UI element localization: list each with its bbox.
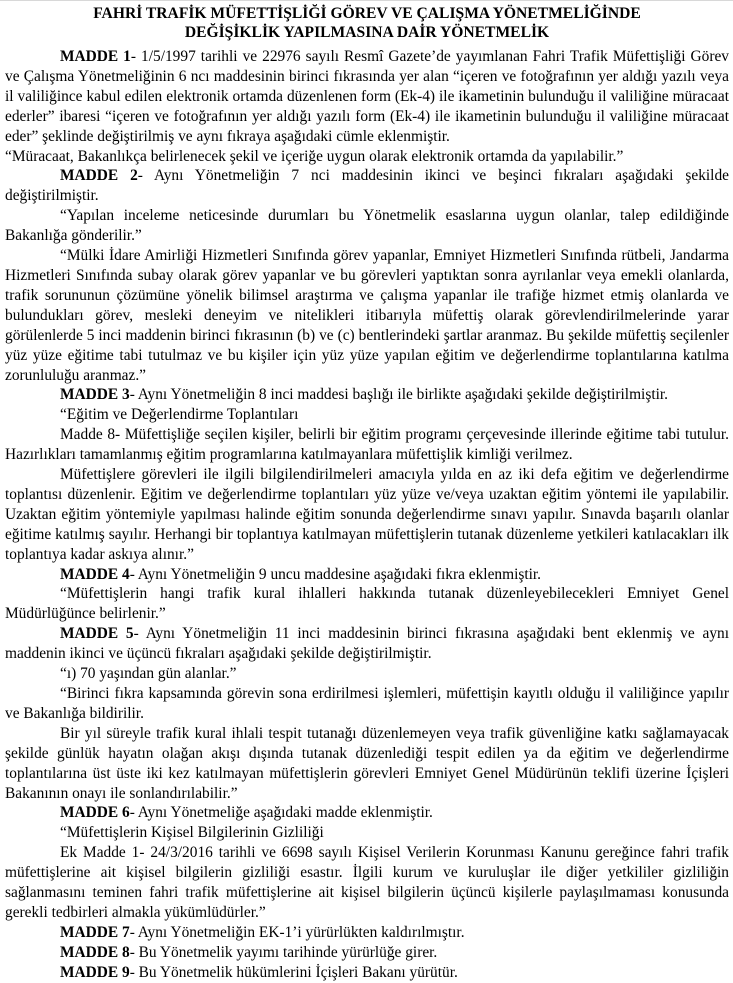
article-madde-7 xyxy=(5,923,729,943)
paragraph-text: - Aynı Yönetmeliğin 11 inci maddesinin birinci fıkrasına aşağıdaki bent eklenmiş ve aynı maddenin ikinci ve üçüncü fıkraları aşağıdaki şekilde değiştirilmiştir. xyxy=(5,625,729,663)
article-label: MADDE 4 xyxy=(60,565,130,583)
paragraph-text: - Aynı Yönetmeliğin EK-1’i yürürlükten kaldırılmıştır. xyxy=(129,923,465,941)
paragraph-text: Ek Madde 1- 24/3/2016 tarihli ve 6698 sayılı Kişisel Verilerin Korunması Kanunu gereğince fahri trafik müfettişlerine ait kişisel bilgilerin gizliliği esastır. İlgili kurum ve kuruluşlar ile diğer yetkililer gizliliğin sağlanmasını teminen fahri trafik müfettişlerine ait kişisel bilgilerin üçüncü kişilerle paylaşılmaması konusunda gerekli tedbirleri almakla yükümlüdürler.” xyxy=(5,844,729,921)
paragraph xyxy=(5,664,729,684)
article-madde-6 xyxy=(5,803,729,823)
paragraph-text: “Birinci fıkra kapsamında görevin sona erdirilmesi işlemleri, müfettişin kayıtlı olduğu il valiliğince yapılır ve Bakanlığa bildirilir. xyxy=(5,685,729,722)
paragraph-text: Müfettişlere görevleri ile ilgili bilgilendirilmeleri amacıyla yılda en az iki defa eğitim ve değerlendirme toplantısı düzenlenir. Eğitim ve değerlendirme toplantıları yüz yüze ve/veya uzaktan eğitim yöntemi ile yapılabilir. Uzaktan eğitim yöntemiyle yapılması halinde eğitim sonunda değerlendirme sınavı yapılır. Sınavda başarılı olanlar eğitime katılmış sayılır. Herhangi bir toplantıya katılmayan müfettişlerin tutanak düzenleme yetkileri katılacakları ilk toplantıya kadar askıya alınır.” xyxy=(5,466,729,563)
paragraph-text: - Aynı Yönetmeliğin 9 uncu maddesine aşağıdaki fıkra eklenmiştir. xyxy=(129,565,542,583)
paragraph xyxy=(5,843,729,923)
paragraph-text: - Bu Yönetmelik hükümlerini İçişleri Bakanı yürütür. xyxy=(129,963,458,981)
article-label: MADDE 1 xyxy=(60,48,131,65)
paragraph xyxy=(5,823,729,843)
paragraph xyxy=(5,405,729,425)
paragraph-text: “Müracaat, Bakanlıkça belirlenecek şekil ve içeriğe uygun olarak elektronik ortamda da yapılabilir.” xyxy=(5,147,624,165)
paragraph-text: “Yapılan inceleme neticesinde durumları bu Yönetmelik esaslarına uygun olanlar, talep edildiğinde Bakanlığa gönderilir.” xyxy=(5,207,729,245)
document-body xyxy=(5,47,729,983)
paragraph-text: “Mülki İdare Amirliği Hizmetleri Sınıfında görev yapanlar, Emniyet Hizmetleri Sınıfında rütbeli, Jandarma Hizmetleri Sınıfında subay olarak görev yapanlar ve bu görevleri yaptıktan sonra ayrılanlar veya emekli olanlarda, trafik sorununun çözümüne yönelik bilimsel araştırma ve çalışma yapanlar ile trafiğe hizmet etmiş olanlarda ve bulundukları görev, mesleki deneyim ve nitelikleri itibarıyla müfettiş olarak görevlendirilmelerinde yarar görülenlerde 5 inci maddenin birinci fıkrasının (b) ve (c) bentlerindeki şartlar aranmaz. Bu şekilde müfettiş seçilenler yüz yüze eğitime tabi tutulmaz ve bu kişiler için yüz yüze yapılan eğitim ve değerlendirme toplantılarına katılma zorunluluğu aranmaz.” xyxy=(5,247,729,384)
article-madde-1 xyxy=(5,47,729,147)
paragraph xyxy=(5,684,729,724)
paragraph xyxy=(5,465,729,565)
paragraph-text: “ı) 70 yaşından gün alanlar.” xyxy=(60,665,237,683)
article-madde-9 xyxy=(5,963,729,983)
paragraph-text: - Aynı Yönetmeliğe aşağıdaki madde eklenmiştir. xyxy=(129,804,433,822)
article-label: MADDE 5 xyxy=(60,625,134,643)
paragraph xyxy=(5,584,729,624)
article-madde-5 xyxy=(5,624,729,664)
paragraph xyxy=(5,206,729,246)
article-madde-3 xyxy=(5,385,729,405)
paragraph-text: “Eğitim ve Değerlendirme Toplantıları xyxy=(60,406,299,424)
article-madde-4 xyxy=(5,565,729,585)
document-title xyxy=(5,5,729,42)
paragraph-text: Bir yıl süreyle trafik kural ihlali tespit tutanağı düzenlemeyen veya trafik güvenliğine katkı sağlamayacak şekilde günlük hayatın olağan akışı dışında tutanak düzenlediği tespit edilen ya da eğitim ve değerlendirme toplantılarına üst üste iki kez katılmayan müfettişlerin görevleri Emniyet Genel Müdürünün teklifi üzerine İçişleri Bakanının onayı ile sonlandırılabilir.” xyxy=(5,724,729,802)
article-label: MADDE 7 xyxy=(60,923,130,941)
article-label: MADDE 8 xyxy=(60,943,130,961)
article-madde-8 xyxy=(5,943,729,963)
paragraph-text: - Aynı Yönetmeliğin 7 nci maddesinin ikinci ve beşinci fıkraları aşağıdaki şekilde değiştirilmiştir. xyxy=(5,167,729,205)
article-label: MADDE 3 xyxy=(60,386,130,404)
paragraph-text: “Müfettişlerin hangi trafik kural ihlalleri hakkında tutanak düzenleyebilecekleri Emniyet Genel Müdürlüğünce belirlenir.” xyxy=(5,585,729,623)
paragraph-text: - 1/5/1997 tarihli ve 22976 sayılı Resmî Gazete’de yayımlanan Fahri Trafik Müfettişliği Görev ve Çalışma Yönetmeliğinin 6 ncı maddesinin birinci fıkrasında yer alan “içeren ve fotoğrafının yer aldığı yazılı veya il valiliğince kabul edilen elektronik ortamda düzenlenen form (Ek-4) ile ikametinin bulunduğu il valiliğine müracaat ederler” ibaresi “içeren ve fotoğrafının yer aldığı yazılı form (Ek-4) ile ikametinin bulunduğu il valiliğine müracaat eder” şeklinde değiştirilmiş ve aynı fıkraya aşağıdaki cümle eklenmiştir. xyxy=(5,48,729,145)
paragraph-text: Madde 8- Müfettişliğe seçilen kişiler, belirli bir eğitim programı çerçevesinde illerinde eğitime tabi tutulur. Hazırlıkları tamamlanmış eğitim programlarına katılmayanlara müfettişlik kimliği verilmez. xyxy=(5,426,729,464)
article-label: MADDE 2 xyxy=(60,167,138,185)
regulation-document xyxy=(0,1,733,983)
paragraph-text: - Bu Yönetmelik yayımı tarihinde yürürlüğe girer. xyxy=(129,943,438,961)
paragraph xyxy=(5,246,729,385)
article-label: MADDE 6 xyxy=(60,804,130,822)
paragraph xyxy=(5,147,729,167)
article-label: MADDE 9 xyxy=(60,963,130,981)
paragraph xyxy=(5,425,729,465)
title-line-2: DEĞİŞİKLİK YAPILMASINA DAİR YÖNETMELİK xyxy=(184,23,550,41)
title-line-1: FAHRİ TRAFİK MÜFETTİŞLİĞİ GÖREV VE ÇALIŞMA YÖNETMELİĞİNDE xyxy=(93,5,641,22)
paragraph-text: - Aynı Yönetmeliğin 8 inci maddesi başlığı ile birlikte aşağıdaki şekilde değiştirilmiştir. xyxy=(129,386,668,404)
paragraph xyxy=(5,724,729,804)
article-madde-2 xyxy=(5,166,729,206)
paragraph-text: “Müfettişlerin Kişisel Bilgilerinin Gizliliği xyxy=(60,824,324,842)
